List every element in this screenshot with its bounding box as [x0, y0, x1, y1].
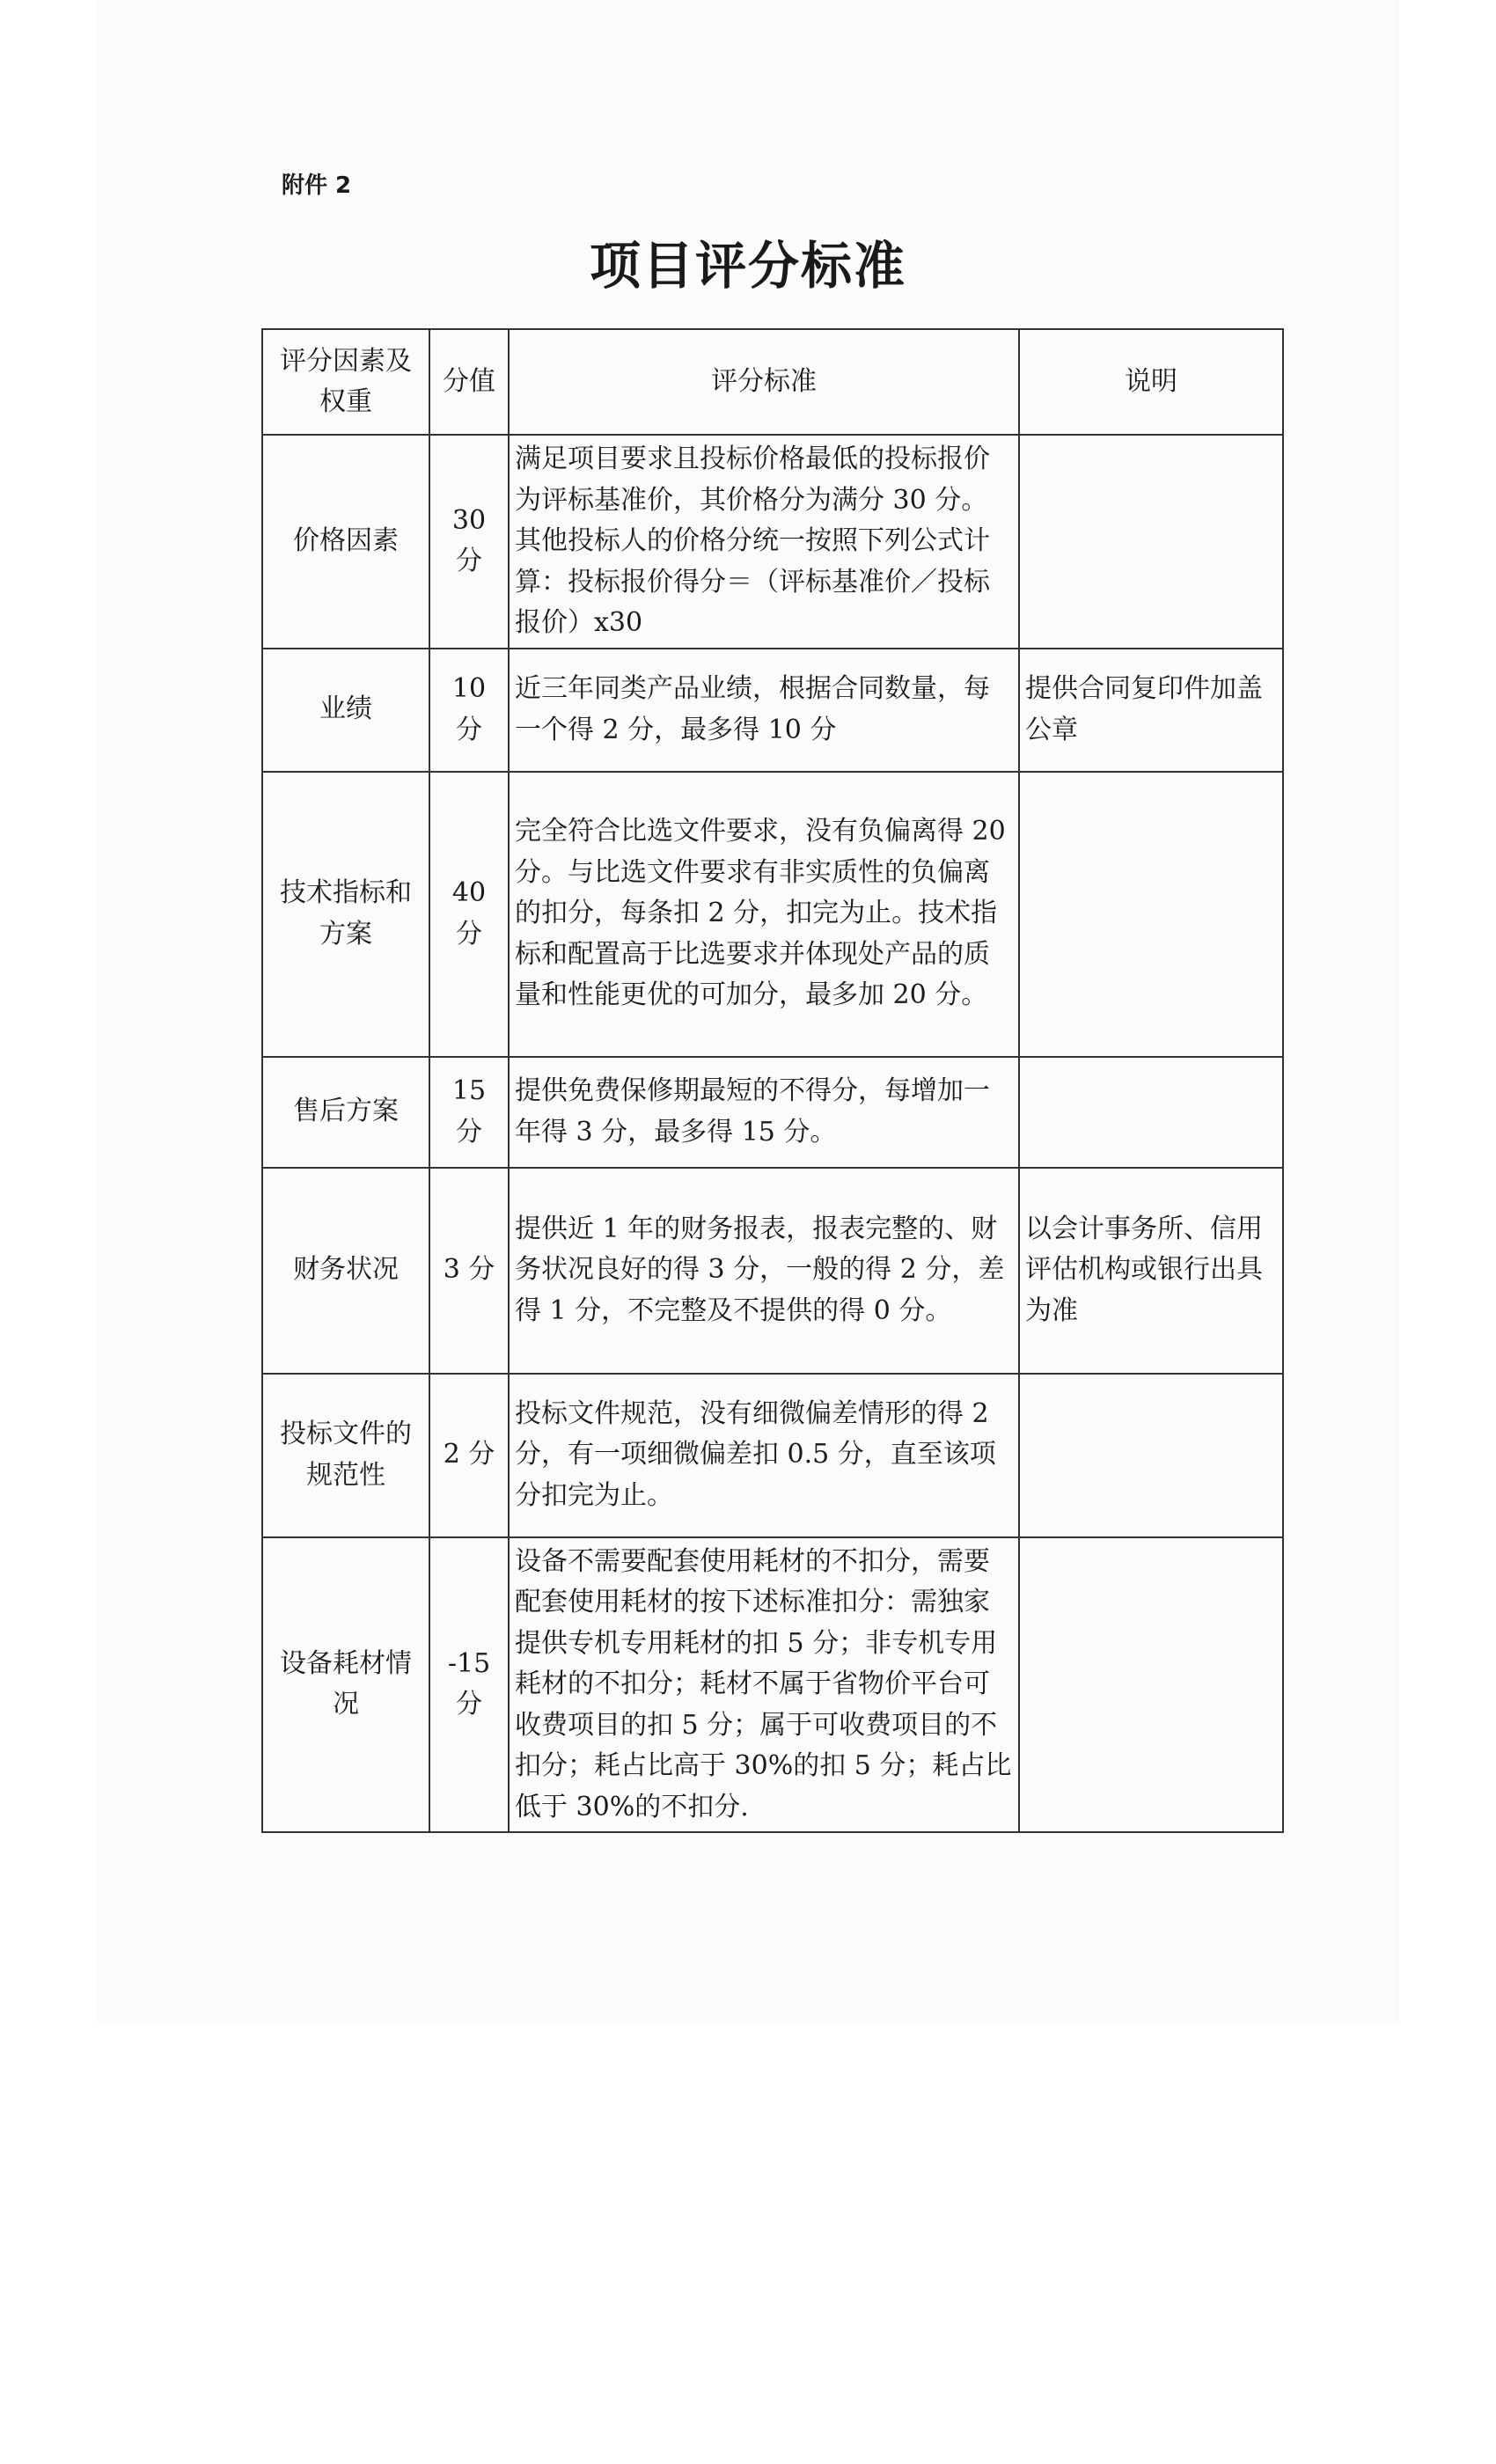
standard-cell: 提供免费保修期最短的不得分，每增加一年得 3 分，最多得 15 分。	[509, 1057, 1019, 1168]
score-cell: -15 分	[429, 1537, 509, 1833]
table-row	[262, 1168, 1283, 1374]
score-cell: 40 分	[429, 772, 509, 1057]
score-cell: 10 分	[429, 649, 509, 772]
factor-cell: 技术指标和方案	[262, 772, 429, 1057]
table-header-row	[262, 329, 1283, 435]
standard-cell: 设备不需要配套使用耗材的不扣分，需要配套使用耗材的按下述标准扣分：需独家提供专机专用耗材的扣 5 分；非专机专用耗材的不扣分；耗材不属于省物价平台可收费项目的扣 5 分；属于可收费项目的不扣分；耗占比高于 30%的扣 5 分；耗占比低于 30%的不扣分.	[509, 1537, 1019, 1833]
factor-cell: 财务状况	[262, 1168, 429, 1374]
note-cell	[1019, 1537, 1283, 1833]
factor-cell: 设备耗材情况	[262, 1537, 429, 1833]
score-cell: 3 分	[429, 1168, 509, 1374]
column-header-note: 说明	[1019, 329, 1283, 435]
note-cell: 提供合同复印件加盖公章	[1019, 649, 1283, 772]
factor-cell: 业绩	[262, 649, 429, 772]
factor-cell: 投标文件的规范性	[262, 1374, 429, 1537]
column-header-standard: 评分标准	[509, 329, 1019, 435]
table-row	[262, 435, 1283, 649]
table-row	[262, 1537, 1283, 1833]
note-cell	[1019, 1374, 1283, 1537]
note-cell	[1019, 435, 1283, 649]
standard-cell: 提供近 1 年的财务报表，报表完整的、财务状况良好的得 3 分，一般的得 2 分，差得 1 分，不完整及不提供的得 0 分。	[509, 1168, 1019, 1374]
note-cell	[1019, 1057, 1283, 1168]
score-cell: 15 分	[429, 1057, 509, 1168]
table-row	[262, 649, 1283, 772]
scoring-criteria-table	[261, 328, 1284, 1833]
table-row	[262, 1374, 1283, 1537]
standard-cell: 投标文件规范，没有细微偏差情形的得 2 分，有一项细微偏差扣 0.5 分，直至该项分扣完为止。	[509, 1374, 1019, 1537]
factor-cell: 售后方案	[262, 1057, 429, 1168]
table-row	[262, 772, 1283, 1057]
score-cell: 30 分	[429, 435, 509, 649]
note-cell: 以会计事务所、信用评估机构或银行出具为准	[1019, 1168, 1283, 1374]
standard-cell: 完全符合比选文件要求，没有负偏离得 20 分。与比选文件要求有非实质性的负偏离的扣分，每条扣 2 分，扣完为止。技术指标和配置高于比选要求并体现处产品的质量和性能更优的可加分，最多加 20 分。	[509, 772, 1019, 1057]
standard-cell: 满足项目要求且投标价格最低的投标报价为评标基准价，其价格分为满分 30 分。其他投标人的价格分统一按照下列公式计算：投标报价得分＝（评标基准价／投标报价）x30	[509, 435, 1019, 649]
page-title: 项目评分标准	[589, 236, 906, 296]
column-header-score: 分值	[429, 329, 509, 435]
column-header-factor: 评分因素及权重	[262, 329, 429, 435]
score-cell: 2 分	[429, 1374, 509, 1537]
attachment-label: 附件 2	[282, 172, 352, 199]
note-cell	[1019, 772, 1283, 1057]
factor-cell: 价格因素	[262, 435, 429, 649]
standard-cell: 近三年同类产品业绩，根据合同数量，每一个得 2 分，最多得 10 分	[509, 649, 1019, 772]
table-row	[262, 1057, 1283, 1168]
